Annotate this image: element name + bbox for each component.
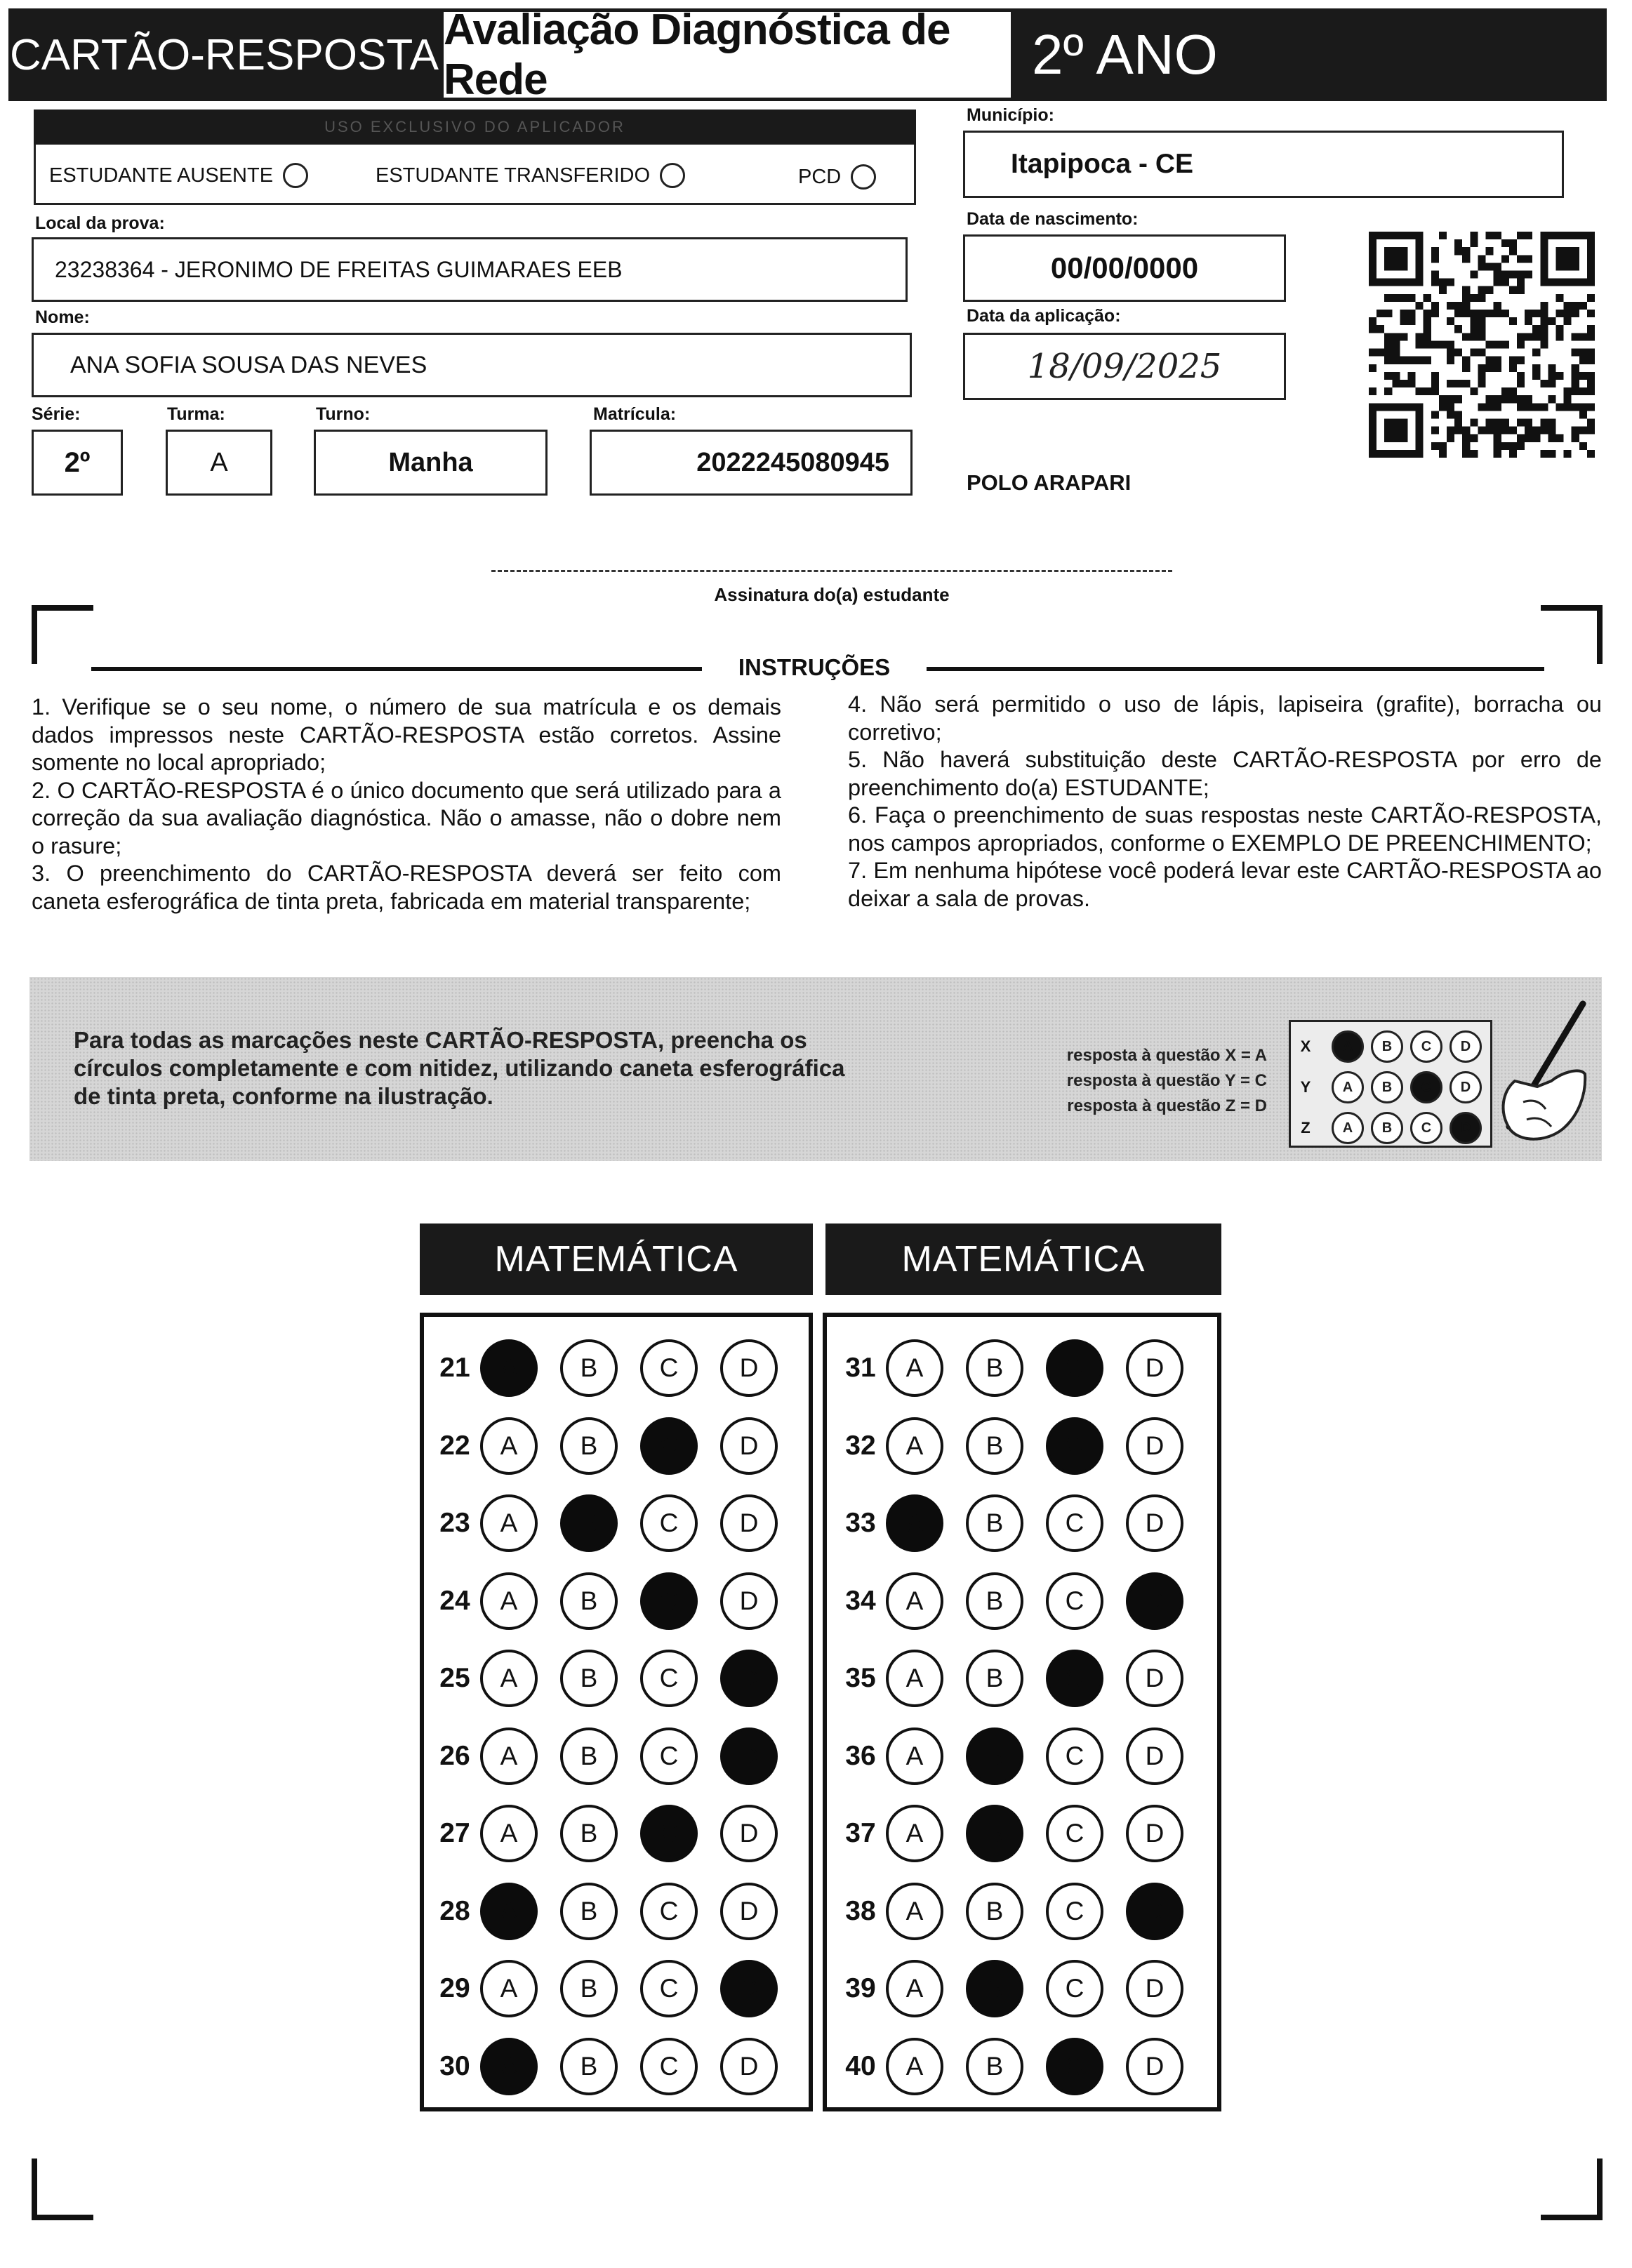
answer-bubble-b[interactable]: B [966,2038,1023,2095]
answer-bubble-b[interactable]: B [966,1960,1023,2017]
answer-bubble-c[interactable]: C [640,1727,698,1785]
example-bubble: D [1449,1071,1482,1103]
question-number: 40 [845,2050,876,2081]
answer-bubble-d[interactable]: D [1126,1417,1183,1475]
question-number: 39 [845,1973,876,2003]
answer-bubble-c[interactable]: C [640,2038,698,2095]
corner-top-left [32,605,93,664]
example-bubble: D [1449,1030,1482,1063]
qr-code [1369,232,1595,458]
question-number: 25 [439,1663,470,1693]
signature-line[interactable] [491,570,1172,572]
turno-label: Turno: [316,404,371,424]
local-field: 23238364 - JERONIMO DE FREITAS GUIMARAES EEB [32,237,908,302]
instructions-rule-right [927,667,1544,671]
question-number: 27 [439,1818,470,1848]
question-number: 37 [845,1818,876,1848]
application-date-field[interactable]: 18/09/2025 [963,333,1286,400]
answer-bubble-c[interactable]: C [640,1572,698,1630]
answer-bubble-c[interactable]: C [640,1960,698,2017]
answer-bubble-d[interactable]: D [1126,1960,1183,2017]
answer-bubble-b[interactable]: B [966,1805,1023,1862]
subject-header-2: MATEMÁTICA [825,1223,1221,1295]
answer-row [430,1339,800,1397]
answer-row [835,1960,1206,2017]
answer-bubble-c[interactable]: C [640,1417,698,1475]
instruction-item: 5. Não haverá substituição deste CARTÃO-RESPOSTA por erro de preenchimento do(a) ESTUDANTE; [848,747,1602,800]
answer-bubble-a[interactable]: A [886,2038,943,2095]
answer-bubble-a[interactable]: A [886,1417,943,1475]
answer-bubble-c[interactable]: C [640,1494,698,1552]
answer-bubble-d[interactable]: D [720,1805,778,1862]
absent-option[interactable] [49,163,308,188]
answer-row [430,1572,800,1630]
answer-bubble-a[interactable]: A [886,1960,943,2017]
answer-bubble-d[interactable]: D [1126,1727,1183,1785]
answer-row [835,1417,1206,1475]
example-bubble: C [1410,1112,1442,1144]
answer-bubble-a[interactable]: A [480,1805,538,1862]
example-legend [1007,1043,1267,1119]
instruction-item: 6. Faça o preenchimento de suas respostas neste CARTÃO-RESPOSTA, nos campos apropriados, conforme o EXEMPLO DE PREENCHIMENTO; [848,802,1602,856]
instructions-title: INSTRUÇÕES [702,654,927,681]
exam-title: Avaliação Diagnóstica de Rede [444,12,1011,98]
serie-field: 2º [32,430,123,496]
example-row-label: Z [1301,1119,1311,1136]
question-number: 26 [439,1740,470,1771]
question-number: 38 [845,1895,876,1926]
example-bubble: A [1332,1112,1364,1144]
answer-bubble-d[interactable]: D [1126,1883,1183,1940]
answer-bubble-c[interactable]: C [1046,2038,1103,2095]
answer-bubble-c[interactable]: C [640,1339,698,1397]
turno-field: Manha [314,430,548,496]
example-row-label: Y [1300,1078,1311,1096]
instruction-item: 3. O preenchimento do CARTÃO-RESPOSTA deverá ser feito com caneta esferográfica de tinta preta, fabricada em material transparente; [32,861,781,914]
absent-label: ESTUDANTE AUSENTE [49,164,274,187]
answer-bubble-b[interactable]: B [966,1339,1023,1397]
answer-row [430,1960,800,2017]
example-bubble: A [1332,1030,1364,1063]
answer-bubble-a[interactable]: A [886,1650,943,1707]
answer-bubble-a[interactable]: A [480,1339,538,1397]
answer-bubble-b[interactable]: B [966,1727,1023,1785]
answer-bubble-a[interactable]: A [886,1339,943,1397]
birthdate-label: Data de nascimento: [967,209,1139,229]
answer-bubble-d[interactable]: D [1126,1494,1183,1552]
question-number: 31 [845,1353,876,1383]
answer-bubble-b[interactable]: B [966,1650,1023,1707]
answer-row [430,1883,800,1940]
answer-bubble-b[interactable]: B [966,1572,1023,1630]
example-bubble: A [1332,1071,1364,1103]
serie-label: Série: [32,404,81,424]
answer-bubble-b[interactable]: B [560,2038,618,2095]
matricula-field: 2022245080945 [590,430,913,496]
answer-bubble-a[interactable]: A [480,1417,538,1475]
example-bubble: C [1410,1071,1442,1103]
answer-bubble-a[interactable]: A [886,1883,943,1940]
polo-label: POLO ARAPARI [967,470,1132,495]
answer-bubble-a[interactable]: A [480,1572,538,1630]
instructions-left [32,694,781,915]
answer-bubble-c[interactable]: C [640,1805,698,1862]
signature-label: Assinatura do(a) estudante [714,584,950,605]
answer-bubble-a[interactable]: A [480,1650,538,1707]
answer-bubble-d[interactable]: D [1126,1339,1183,1397]
answer-bubble-a[interactable]: A [480,1494,538,1552]
reserved-bar: USO EXCLUSIVO DO APLICADOR [34,110,916,145]
question-number: 23 [439,1508,470,1538]
answer-bubble-d[interactable]: D [720,1727,778,1785]
answer-bubble-c[interactable]: C [1046,1805,1103,1862]
question-number: 21 [439,1353,470,1383]
instruction-item: 4. Não será permitido o uso de lápis, lapiseira (grafite), borracha ou corretivo; [848,691,1602,745]
pcd-circle[interactable] [851,164,876,190]
birthdate-field: 00/00/0000 [963,234,1286,302]
answer-bubble-a[interactable]: A [886,1727,943,1785]
answer-bubble-c[interactable]: C [1046,1883,1103,1940]
answer-row [835,1805,1206,1862]
answer-bubble-a[interactable]: A [886,1494,943,1552]
answer-bubble-d[interactable]: D [720,1883,778,1940]
municipio-label: Município: [967,105,1054,125]
answer-row [835,1650,1206,1707]
question-number: 32 [845,1430,876,1461]
answer-row [430,1417,800,1475]
absent-circle[interactable] [283,163,308,188]
corner-bottom-right [1541,2158,1603,2220]
answer-bubble-a[interactable]: A [480,1727,538,1785]
answer-bubble-b[interactable]: B [560,1494,618,1552]
instructions-right [848,691,1602,913]
answer-bubble-c[interactable]: C [1046,1572,1103,1630]
answer-bubble-d[interactable]: D [720,2038,778,2095]
answer-bubble-d[interactable]: D [720,1494,778,1552]
question-number: 34 [845,1585,876,1616]
answer-bubble-d[interactable]: D [720,1572,778,1630]
grade-label: 2º ANO [1032,23,1218,86]
answer-bubble-d[interactable]: D [1126,1572,1183,1630]
question-number: 35 [845,1663,876,1693]
transferred-label: ESTUDANTE TRANSFERIDO [376,164,651,187]
answer-bubble-b[interactable]: B [560,1805,618,1862]
answer-bubble-c[interactable]: C [1046,1339,1103,1397]
legend-line: resposta à questão Y = C [1066,1071,1267,1090]
instruction-item: 2. O CARTÃO-RESPOSTA é o único documento que será utilizado para a correção da sua avaliação diagnóstica. Não o amasse, não o dobre nem o rasure; [32,777,781,858]
pcd-option[interactable] [798,164,876,190]
answer-bubble-b[interactable]: B [560,1883,618,1940]
answer-bubble-b[interactable]: B [560,1572,618,1630]
transferred-option[interactable] [376,163,685,188]
hand-pen-icon [1495,997,1593,1151]
example-text: Para todas as marcações neste CARTÃO-RESPOSTA, preencha os círculos completamente e com nitidez, utilizando caneta esferográfica de tinta preta, conforme na ilustração. [74,1027,845,1109]
answer-bubble-c[interactable]: C [640,1650,698,1707]
answer-bubble-d[interactable]: D [720,1339,778,1397]
answer-bubble-b[interactable]: B [966,1883,1023,1940]
answer-bubble-b[interactable]: B [560,1727,618,1785]
transferred-circle[interactable] [660,163,685,188]
answer-row [835,2038,1206,2095]
answer-row [430,1494,800,1552]
answer-bubble-d[interactable]: D [1126,1805,1183,1862]
answer-row [430,1650,800,1707]
answer-bubble-c[interactable]: C [1046,1727,1103,1785]
question-number: 33 [845,1508,876,1538]
corner-bottom-left [32,2158,93,2220]
question-number: 30 [439,2050,470,2081]
answer-bubble-b[interactable]: B [560,1650,618,1707]
example-row-label: X [1300,1037,1311,1055]
answer-bubble-a[interactable]: A [480,1960,538,2017]
legend-line: resposta à questão Z = D [1067,1096,1267,1115]
example-bubble: B [1371,1030,1403,1063]
pcd-label: PCD [798,165,842,188]
answer-row [430,2038,800,2095]
answer-row [835,1339,1206,1397]
answer-bubble-c[interactable]: C [1046,1417,1103,1475]
corner-top-right [1541,605,1603,664]
answer-bubble-a[interactable]: A [480,1883,538,1940]
name-field: ANA SOFIA SOUSA DAS NEVES [32,333,912,397]
turma-label: Turma: [167,404,225,424]
turma-field: A [166,430,272,496]
answer-bubble-a[interactable]: A [886,1572,943,1630]
answer-bubble-c[interactable]: C [640,1883,698,1940]
answer-row [430,1727,800,1785]
question-number: 24 [439,1585,470,1616]
answer-bubble-b[interactable]: B [560,1960,618,2017]
question-number: 28 [439,1895,470,1926]
answer-bubble-b[interactable]: B [560,1417,618,1475]
instruction-item: 7. Em nenhuma hipótese você poderá levar este CARTÃO-RESPOSTA ao deixar a sala de provas. [848,858,1602,911]
question-number: 36 [845,1740,876,1771]
question-number: 22 [439,1430,470,1461]
example-grid [1289,1020,1492,1148]
answer-row [835,1572,1206,1630]
answer-bubble-d[interactable]: D [720,1650,778,1707]
subject-header-1: MATEMÁTICA [420,1223,813,1295]
example-bubble: B [1371,1071,1403,1103]
answer-row [430,1805,800,1862]
card-title: CARTÃO-RESPOSTA [10,30,439,79]
instruction-item: 1. Verifique se o seu nome, o número de sua matrícula e os demais dados impressos neste CARTÃO-RESPOSTA estão corretos. Assine somente no local apropriado; [32,694,781,775]
answer-bubble-d[interactable]: D [720,1960,778,2017]
answer-bubble-c[interactable]: C [1046,1960,1103,2017]
application-date-label: Data da aplicação: [967,306,1121,326]
answer-row [835,1883,1206,1940]
answer-bubble-b[interactable]: B [560,1339,618,1397]
answer-bubble-a[interactable]: A [886,1805,943,1862]
example-bubble: B [1371,1112,1403,1144]
example-bubble: D [1449,1112,1482,1144]
answer-bubble-c[interactable]: C [1046,1650,1103,1707]
answer-bubble-b[interactable]: B [966,1494,1023,1552]
answer-bubble-d[interactable]: D [720,1417,778,1475]
municipio-field: Itapipoca - CE [963,131,1564,198]
name-label: Nome: [35,307,90,327]
example-bubble: C [1410,1030,1442,1063]
answer-bubble-d[interactable]: D [1126,1650,1183,1707]
local-label: Local da prova: [35,213,165,233]
answer-row [835,1494,1206,1552]
instructions-rule-left [91,667,702,671]
question-number: 29 [439,1973,470,2003]
answer-bubble-d[interactable]: D [1126,2038,1183,2095]
answer-row [835,1727,1206,1785]
matricula-label: Matrícula: [593,404,677,424]
answer-bubble-a[interactable]: A [480,2038,538,2095]
answer-bubble-c[interactable]: C [1046,1494,1103,1552]
legend-line: resposta à questão X = A [1066,1046,1267,1065]
answer-bubble-b[interactable]: B [966,1417,1023,1475]
